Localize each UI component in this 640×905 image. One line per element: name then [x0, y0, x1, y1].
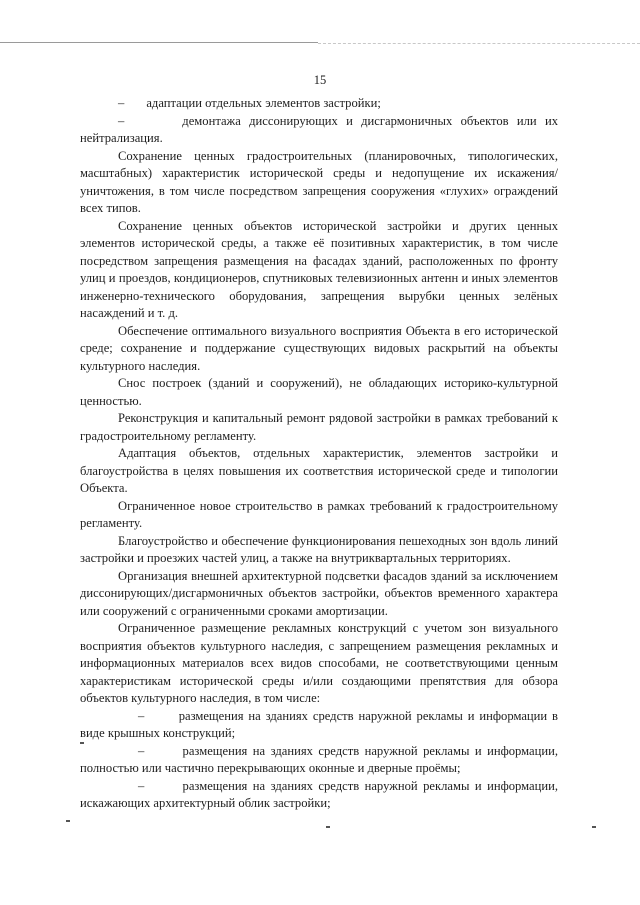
paragraph-p8: Адаптация объектов, отдельных характеристик, элементов застройки и благоустройства в целях повышения их соответствия исторической среде и типологии Объекта.: [80, 446, 558, 495]
paragraph-p2: – демонтажа диссонирующих и дисгармоничных объектов или их нейтрализация.: [80, 113, 558, 145]
scan-speck: [80, 742, 84, 744]
paragraph-p14: – размещения на зданиях средств наружной рекламы и информации, полностью или частично перекрывающих оконные и дверные проёмы;: [80, 743, 558, 775]
paragraph-p4: Сохранение ценных объектов исторической застройки и других ценных элементов исторической среды, а также её позитивных характеристик, в том числе посредством запрещения размещения на фасадах зданий, расположенных по фронту улиц и проездов, кондиционеров, спутниковых телевизионных антенн и иных элементов инженерно-технического оборудования, запрещения вырубки ценных зелёных насаждений и т. д.: [80, 218, 558, 320]
paragraph-p12: Ограниченное размещение рекламных конструкций с учетом зон визуального восприятия объектов культурного наследия, с запрещением размещения рекламных и информационных материалов всех видов способами, не соответствующими ценным характеристикам исторической среды и/или создающими препятствия для обзора объектов культурного наследия, в том числе:: [80, 621, 558, 705]
paragraph-p9: Ограниченное новое строительство в рамках требований к градостроительному регламенту.: [80, 498, 558, 530]
top-scan-rule: [0, 42, 318, 43]
paragraph-p10: Благоустройство и обеспечение функционирования пешеходных зон вдоль линий застройки и проезжих частей улиц, а также на внутриквартальных территориях.: [80, 533, 558, 565]
scan-speck: [592, 826, 596, 828]
paragraph-p5: Обеспечение оптимального визуального восприятия Объекта в его исторической среде; сохранение и поддержание существующих видовых раскрытий на объекты культурного наследия.: [80, 323, 558, 373]
paragraph-p7: Реконструкция и капитальный ремонт рядовой застройки в рамках требований к градостроительному регламенту.: [80, 411, 558, 443]
paragraph-p6: Снос построек (зданий и сооружений), не обладающих историко-культурной ценностью.: [80, 376, 558, 408]
scan-speck: [66, 820, 70, 822]
scan-speck: [326, 826, 330, 828]
paragraph-p15: – размещения на зданиях средств наружной рекламы и информации, искажающих архитектурный облик застройки;: [80, 778, 558, 810]
paragraph-p13: – размещения на зданиях средств наружной рекламы и информации в виде крышных конструкций;: [80, 708, 558, 740]
paragraph-p1: – адаптации отдельных элементов застройки;: [118, 96, 381, 110]
paragraph-p3: Сохранение ценных градостроительных (планировочных, типологических, масштабных) характеристик исторической среды и недопущение их искажения/уничтожения, в том числе посредством запрещения сооружения «глухих» ограждений всех типов.: [80, 148, 558, 215]
page-number: 15: [313, 73, 327, 87]
document-body: [80, 95, 558, 813]
paragraph-p11: Организация внешней архитектурной подсветки фасадов зданий за исключением диссонирующих/дисгармоничных объектов застройки, объектов временного характера или сооружений с ограниченными сроками амортизации.: [80, 568, 558, 618]
top-scan-rule-faint: [318, 43, 640, 44]
